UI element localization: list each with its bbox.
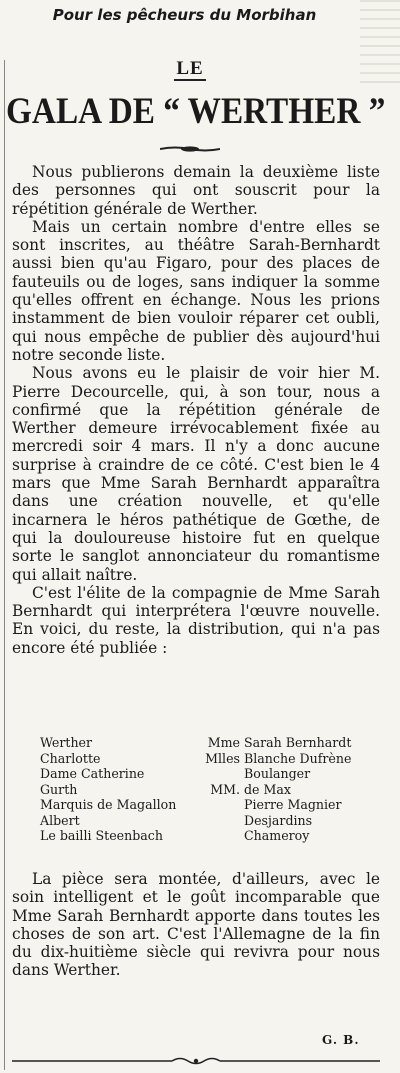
paragraph: La pièce sera montée, d'ailleurs, avec le soin intelligent et le goût incomparable que Mme Sarah Bernhardt apporte dans toutes les choses de son art. C'est l'Allemagne de la fin du dix-huitième siècle qui revivra pour nous dans Werther.: [12, 870, 380, 980]
cast-role: Dame Catherine: [40, 766, 145, 781]
headline: GALA DE “ WERTHER ”: [6, 91, 386, 132]
article-body: [12, 163, 380, 657]
headline-prefix-text: LE: [176, 58, 204, 79]
cast-row: [40, 766, 375, 782]
cast-actor: Pierre Magnier: [244, 797, 342, 812]
cast-title: MM.: [210, 781, 240, 797]
cast-title: [190, 813, 244, 829]
cast-row: [40, 751, 375, 767]
cast-row: [40, 828, 375, 844]
kicker-line: Pour les pêcheurs du Morbihan: [52, 6, 317, 24]
cast-role: Marquis de Magallon: [40, 797, 177, 812]
cast-row: [40, 813, 375, 829]
author-signature: G. B.: [322, 1033, 360, 1047]
cast-row: [40, 797, 375, 813]
cast-role: Werther: [40, 735, 93, 750]
cast-title: [190, 766, 244, 782]
cast-row: [40, 735, 375, 751]
cast-role: Charlotte: [40, 750, 101, 766]
ornament-dash: [160, 145, 220, 153]
cast-list: [40, 735, 375, 844]
cast-role: Albert: [40, 812, 80, 828]
cast-actor: Sarah Bernhardt: [244, 735, 352, 750]
cast-actor: Blanche Dufrène: [244, 750, 352, 766]
column-rule: [4, 60, 5, 1070]
cast-title: Mme: [207, 735, 240, 750]
article-closing: [12, 870, 380, 980]
cast-row: [40, 782, 375, 798]
cast-title: [190, 828, 244, 844]
cast-actor: Desjardins: [244, 812, 313, 828]
cast-title: Mlles: [205, 750, 240, 766]
cast-role: Gurth: [40, 781, 78, 797]
headline-prefix: [0, 58, 380, 80]
paragraph: Nous publierons demain la deuxième liste des personnes qui ont souscrit pour la répétition générale de Werther.: [12, 163, 380, 218]
cast-actor: de Max: [244, 781, 292, 797]
cast-title: [190, 797, 244, 813]
paragraph: Mais un certain nombre d'entre elles se sont inscrites, au théâtre Sarah-Bernhardt aussi bien qu'au Figaro, pour des places de fauteuils ou de loges, sans indiquer la somme qu'elles offrent en échange. Nous les prions instamment de bien vouloir réparer cet oubli, qui nous empêche de publier dès aujourd'hui notre seconde liste.: [12, 217, 380, 364]
cast-actor: Chameroy: [244, 828, 310, 843]
cast-role: Le bailli Steenbach: [40, 828, 163, 843]
ornament-rule: [12, 1056, 380, 1066]
paragraph: Nous avons eu le plaisir de voir hier M. Pierre Decourcelle, qui, à son tour, nous a confirmé que la répétition générale de Werther demeure irrévocablement fixée au mercredi soir 4 mars. Il n'y a donc aucune surprise à craindre de ce côté. C'est bien le 4 mars que Mme Sarah Bernhardt apparaîtra dans une création nouvelle, et qu'elle incarnera le héros pathétique de Gœthe, de qui la douloureuse histoire fut en quelque sorte le sanglot annonciateur du romantisme qui allait naître.: [12, 364, 380, 584]
paragraph: C'est l'élite de la compagnie de Mme Sarah Bernhardt qui interprétera l'œuvre nouvelle. En voici, du reste, la distribution, qui n'a pas encore été publiée :: [12, 583, 380, 657]
cast-actor: Boulanger: [244, 766, 311, 781]
